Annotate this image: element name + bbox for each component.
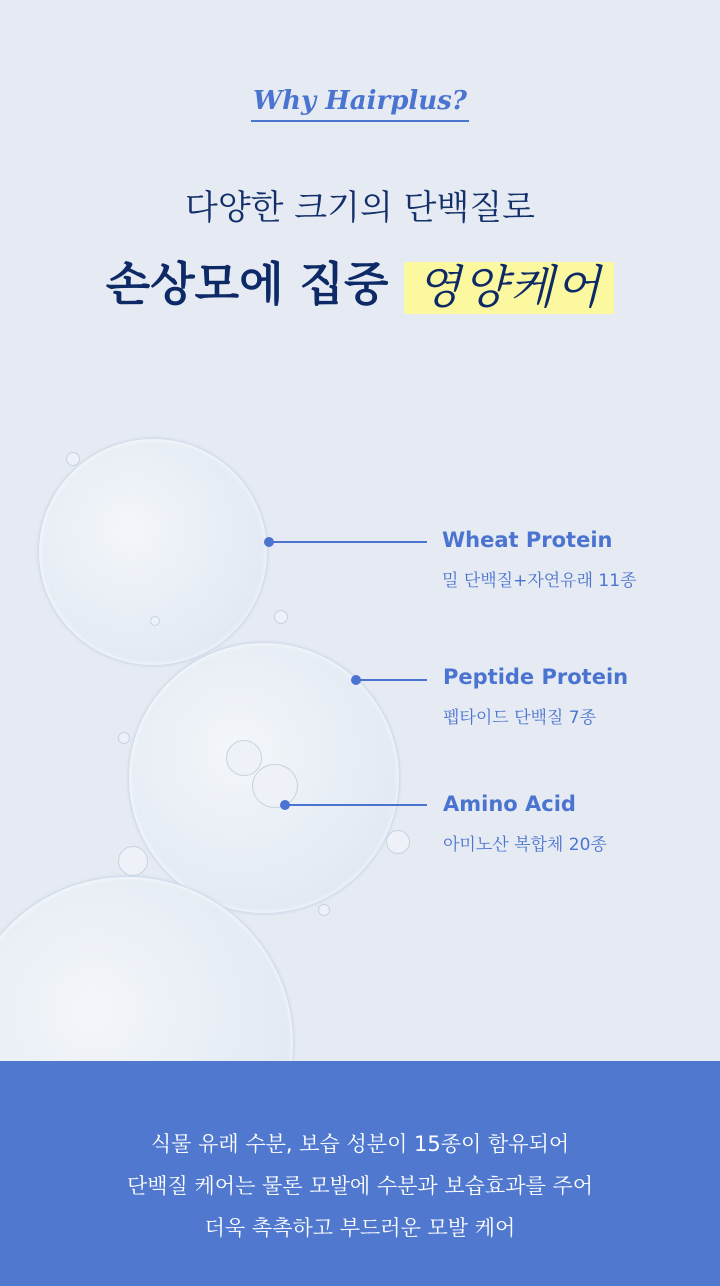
headline — [0, 248, 720, 314]
protein-amino — [443, 792, 607, 855]
protein-title: Peptide Protein — [443, 665, 629, 689]
eyebrow — [0, 86, 720, 122]
pointer-line — [285, 804, 427, 806]
footer-band — [0, 1061, 720, 1286]
footer-line: 식물 유래 수분, 보습 성분이 15종이 함유되어 — [150, 1132, 570, 1156]
eyebrow-text: Why Hairplus? — [251, 86, 469, 122]
protein-desc: 펩타이드 단백질 7종 — [443, 708, 596, 728]
headline-text: 손상모에 집중 — [105, 257, 389, 311]
protein-desc: 아미노산 복합체 20종 — [443, 835, 607, 855]
pointer-line — [356, 679, 427, 681]
protein-peptide — [443, 665, 628, 728]
protein-title: Wheat Protein — [442, 528, 613, 552]
protein-title: Amino Acid — [443, 792, 576, 816]
subtitle: 다양한 크기의 단백질로 — [184, 188, 536, 228]
footer-line: 더욱 촉촉하고 부드러운 모발 케어 — [204, 1216, 516, 1240]
pointer-line — [269, 541, 427, 543]
footer-line: 단백질 케어는 물론 모발에 수분과 보습효과를 주어 — [126, 1174, 594, 1198]
highlight-text: 영양케어 — [404, 262, 614, 314]
protein-wheat — [442, 528, 636, 591]
protein-desc: 밀 단백질+자연유래 11종 — [442, 571, 637, 591]
